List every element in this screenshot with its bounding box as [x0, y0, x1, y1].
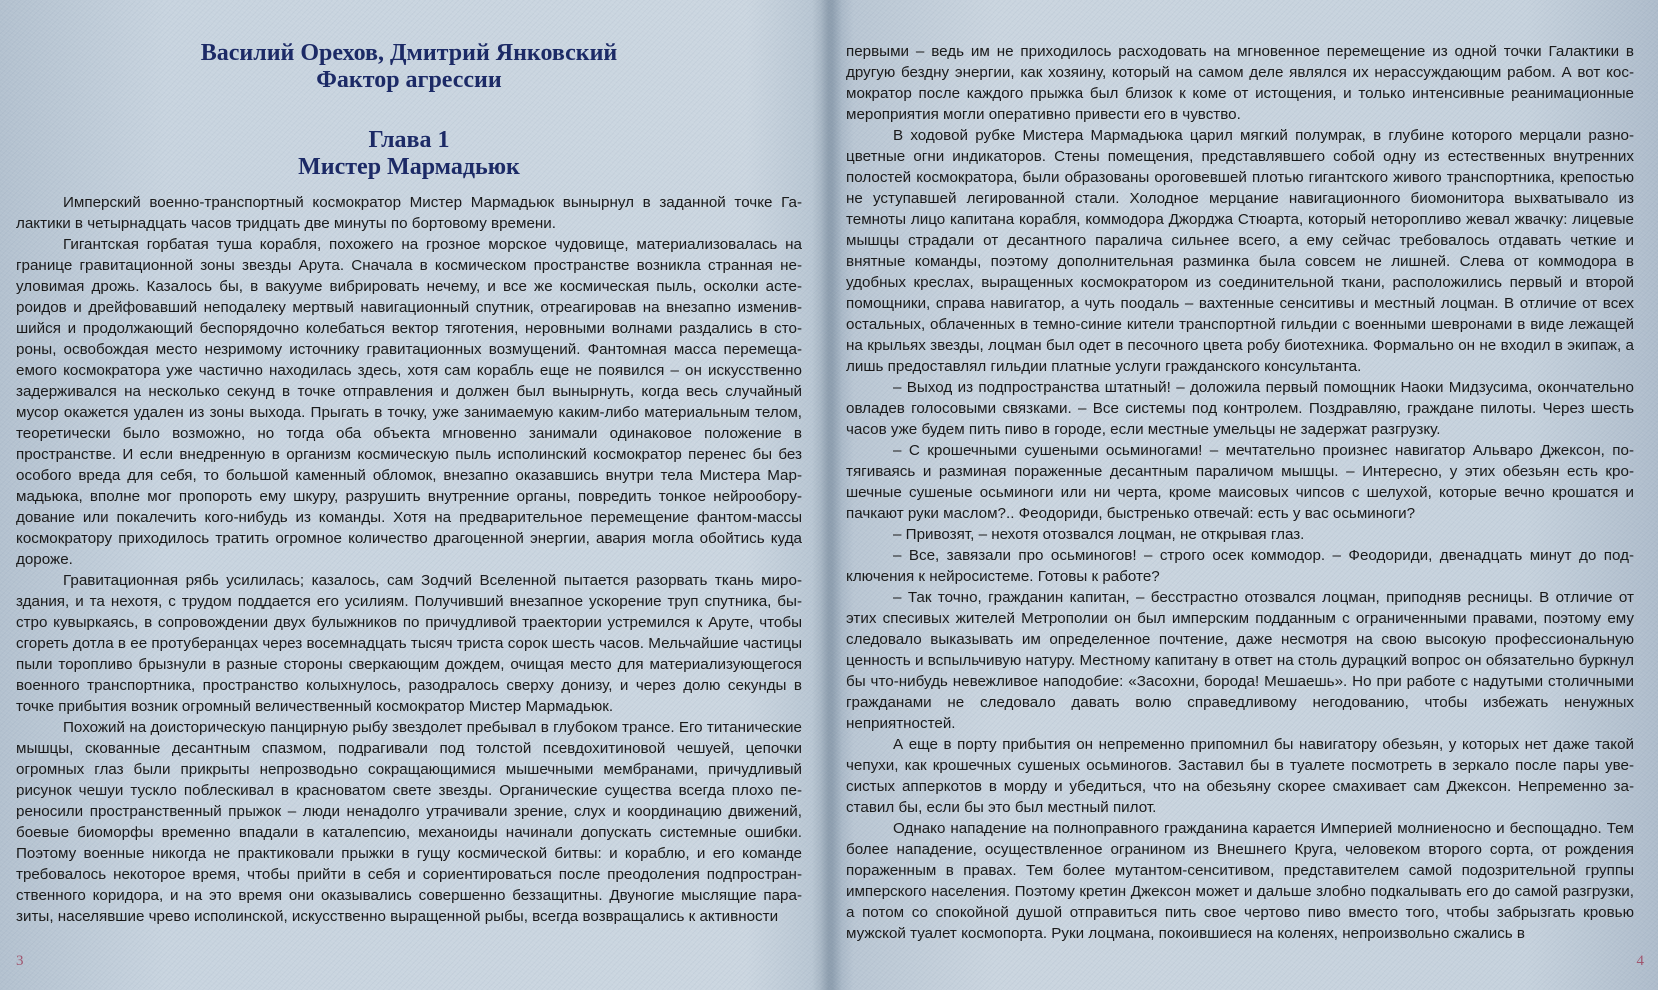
book-gutter	[812, 0, 842, 990]
left-page-text	[16, 192, 802, 927]
paragraph: – Выход из подпространства штатный! – доложила первый помощник Наоки Мидзусима, окончательно овладев голосовыми связками. – Все системы под контролем. Поздравляю, граждане пилоты. Через шесть часов уже будем пить пиво в городе, если местные умельцы не задержат разгрузку.	[846, 379, 1634, 438]
chapter-number: Глава 1	[368, 127, 450, 153]
book-title: Фактор агрессии	[316, 67, 502, 93]
paragraph: – Так точно, гражданин капитан, – бесстрастно отозвался лоцман, приподняв ресницы. В отличие от этих спесивых жителей Метрополии он был имперским подданным с ограниченными правами, поэтому ему следовало выказывать им определенное почтение, даже несмотря на свою высокую профессиональную ценность и вспыльчивую натуру. Местному капитану в ответ на столь дурацкий вопрос он обязательно буркнул бы что-нибудь невежливое наподобие: «Засохни, борода! Мешаешь». Но при работе с надутыми столичными гражданами не следовало давать волю справедливому негодованию, чтобы избежать ненужных неприятностей.	[846, 589, 1634, 732]
right-page	[846, 0, 1644, 990]
page-number-right: 4	[1636, 953, 1644, 969]
chapter-heading	[16, 127, 802, 181]
paragraph: Похожий на доисторическую панцирную рыбу звездолет пребывал в глубоком трансе. Его титанические мышцы, скованные десантным спазмом, подрагивали под толстой псевдохитиновой чешуей, цепочки огромных глаз были прикрыты непрозводьно сокращающимися мышечными мембранами, причудливый рисунок чешуи тускло поблескивал в красноватом свете звезды. Органические существа всегда плохо переносили пространственный прыжок – люди ненадолго утрачивали зрение, слух и координацию движений, боевые биоморфы временно впадали в каталепсию, механоиды начинали допускать системные ошибки. Поэтому военные никогда не практиковали прыжки в гущу космической битвы: и кораблю, и его команде требовалось некоторое время, чтобы прийти в себя и сориентироваться после преодоления подпространственного коридора, и на это время они оказывались совершенно беззащитны. Двуногие мыслящие паразиты, населявшие чрево исполинской, искусственно выращенной рыбы, всегда возвращались к активности	[16, 719, 802, 925]
page-number-left: 3	[16, 953, 24, 969]
paragraph: – С крошечными сушеными осьминогами! – мечтательно произнес навигатор Альваро Джексон, потягиваясь и разминая пораженные десантным параличом мышцы. – Интересно, у этих обезьян есть крошечные сушеные осьминоги или ни черта, кроме маисовых чипсов с шелухой, которые вечно крошатся и пачкают руки маслом?.. Феодориди, быстренько отвечай: есть у вас осьминоги?	[846, 442, 1634, 522]
paragraph: первыми – ведь им не приходилось расходовать на мгновенное перемещение из одной точки Галактики в другую бездну энергии, как хозяину, который на самом деле являлся их нерассуждающим рабом. А вот космократор после каждого прыжка был близок к коме от истощения, и только интенсивные реанимационные мероприятия могли оперативно привести его в чувство.	[846, 43, 1634, 123]
paragraph: – Привозят, – нехотя отозвался лоцман, не открывая глаз.	[893, 526, 1305, 543]
paragraph: Имперский военно-транспортный космократор Мистер Мармадьюк вынырнул в заданной точке Галактики в четырнадцать часов тридцать две минуты по бортовому времени.	[16, 194, 802, 232]
paragraph: А еще в порту прибытия он непременно припомнил бы навигатору обезьян, у которых нет даже такой чепухи, как крошечных сушеных осьминогов. Заставил бы в туалете посмотреть в зеркало после пары увесистых апперкотов в морду и убедиться, что на обезьяну скорее смахивает сам Джексон. Непременно заставил бы, если бы это был местный пилот.	[846, 736, 1634, 816]
paragraph: Однако нападение на полноправного гражданина карается Империей молниеносно и беспощадно. Тем более нападение, осуществленное огранином из Внешнего Круга, человеком второго сорта, от рождения пораженным в правах. Тем более мутантом-сенситивом, представителем самой подозрительной группы имперского населения. Поэтому кретин Джексон может и дальше злобно подкалывать его до самой разгрузки, а потом со спокойной душой отправиться пить свое чертово пиво вместо того, чтобы забрызгать кровью мужской туалет космопорта. Руки лоцмана, покоившиеся на коленях, непроизвольно сжались в	[846, 820, 1634, 942]
paragraph: Гравитационная рябь усилилась; казалось, сам Зодчий Вселенной пытается разорвать ткань мироздания, и та нехотя, с трудом поддается его усилиям. Получивший внезапное ускорение труп спутника, быстро кувыркаясь, в сопровождении двух булыжников по причудливой траектории устремился к Аруте, чтобы сгореть дотла в ее протуберанцах через восемнадцать тысяч триста сорок шесть часов. Мельчайшие частицы пыли торопливо брызнули в разные стороны сверкающим дождем, очищая место для материализующегося военного транспортника, пространство колыхнулось, разодралось сверху донизу, и через долю секунды в точке прибытия возник огромный величественный космократор Мистер Мармадьюк.	[16, 572, 802, 715]
book-authors: Василий Орехов, Дмитрий Янковский	[200, 40, 618, 66]
chapter-name: Мистер Мармадьюк	[298, 154, 520, 180]
paragraph: – Все, завязали про осьминогов! – строго осек коммодор. – Феодориди, двенадцать минут до подключения к нейросистеме. Готовы к работе?	[846, 547, 1634, 585]
book-title-block	[16, 40, 802, 94]
paragraph: Гигантская горбатая туша корабля, похожего на грозное морское чудовище, материализовалась на границе гравитационной зоны звезды Арута. Сначала в космическом пространстве возникла странная неуловимая дрожь. Казалось бы, в вакууме вибрировать нечему, и все же космическая пыль, осколки астероидов и дрейфовавший неподалеку мертвый навигационный спутник, отреагировав на внезапно изменившийся и продолжающий беспорядочно колебаться вектор тяготения, неровными волнами раздались в стороны, освобождая место незримому источнику гравитационных возмущений. Фантомная масса перемещаемого космократора уже частично находилась здесь, хотя сам корабль еще не появился – он искусственно задерживался на несколько секунд в точке отправления и должен был вынырнуть, когда весь случайный мусор окажется удален из зоны выхода. Прыгать в точку, уже занимаемую каким-либо материальным телом, теоретически было возможно, но тогда оба объекта мгновенно занимали одинаковое положение в пространстве. И если внедренную в организм космическую пыль исполинский космократор перенес бы без особого вреда для себя, то большой каменный обломок, внезапно оказавшись внутри тела Мистера Мармадьюка, вполне мог пропороть ему шкуру, разрушить внутренние органы, повредить тонкое нейрооборудование или покалечить кого-нибудь из команды. Хотя на предварительное перемещение фантом-массы космократору приходилось тратить огромное количество драгоценной энергии, авария могла обойтись куда дороже.	[16, 236, 802, 568]
paragraph: В ходовой рубке Мистера Мармадьюка царил мягкий полумрак, в глубине которого мерцали разноцветные огни индикаторов. Стены помещения, представлявшего собой одну из естественных внутренних полостей космократора, были образованы ороговевшей плотью гигантского живого транспортника, крепостью не уступавшей легированной стали. Холодное мерцание навигационного биомонитора выхватывало из темноты лицо капитана корабля, коммодора Джорджа Стюарта, который неторопливо жевал жвачку: лицевые мышцы страдали от десантного паралича сильнее всего, а ему сейчас требовалось отдавать четкие и внятные команды, поэтому дополнительная разминка была совсем не лишней. Слева от коммодора в удобных креслах, выращенных космократором из соединительной ткани, расположились первый и второй помощники, справа навигатор, а чуть поодаль – вахтенные сенситивы и местный лоцман. В отличие от всех остальных, облаченных в темно-синие кители транспортной гильдии с военными шевронами в виде лежащей на крыльях звезды, лоцман был одет в песочного цвета робу биотехника. Формально он не входил в экипаж, а лишь предоставлял гильдии платные услуги гражданского консультанта.	[846, 127, 1634, 375]
right-page-text	[846, 41, 1634, 944]
left-page	[16, 0, 802, 990]
